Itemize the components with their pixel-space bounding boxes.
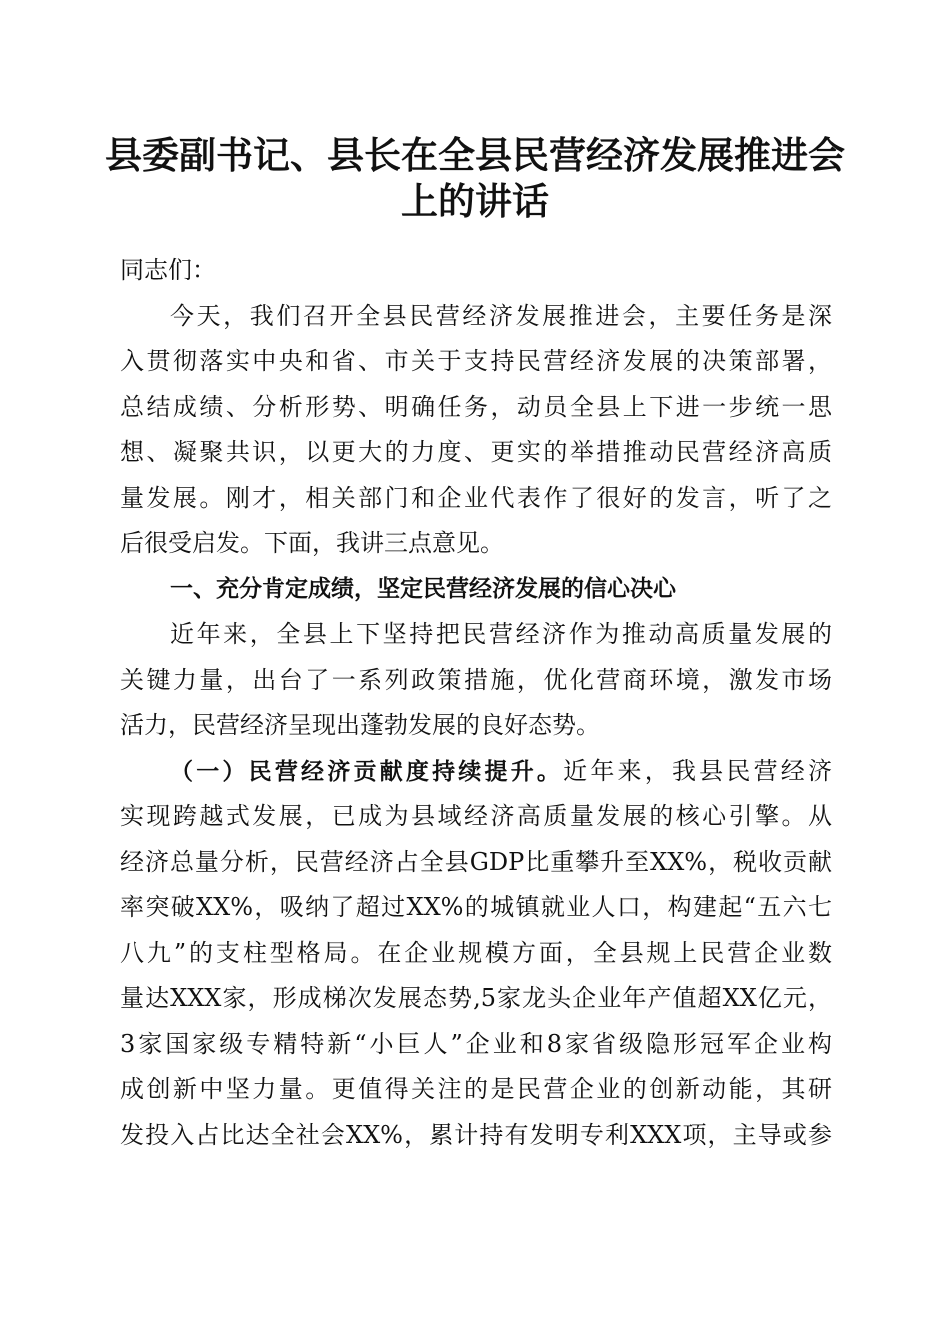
subsection-lead: （一）民营经济贡献度持续提升。 bbox=[170, 758, 564, 785]
paragraph-line: 后很受启发。下面，我讲三点意见。 bbox=[120, 529, 504, 557]
paragraph-line: 活力，民营经济呈现出蓬勃发展的良好态势。 bbox=[120, 711, 600, 739]
title-line: 县委副书记、县长在全县民营经济发展推进会 bbox=[105, 133, 845, 177]
paragraph-line: 实现跨越式发展，已成为县域经济高质量发展的核心引擎。从 bbox=[120, 802, 832, 830]
document-title bbox=[100, 132, 850, 224]
paragraph-line bbox=[120, 749, 832, 795]
title-line: 上的讲话 bbox=[401, 179, 549, 223]
paragraph-section-intro bbox=[120, 612, 832, 749]
paragraph-line: 近年来，全县上下坚持把民营经济作为推动高质量发展的 bbox=[170, 620, 832, 648]
paragraph-line: 经济总量分析，民营经济占全县GDP比重攀升至XX%，税收贡献 bbox=[120, 847, 832, 876]
paragraph-line: 关键力量，出台了一系列政策措施，优化营商环境，激发市场 bbox=[120, 665, 832, 694]
paragraph-line: 八九”的支柱型格局。在企业规模方面，全县规上民营企业数 bbox=[120, 938, 832, 967]
subsection-lead-continuation: 近年来，我县民营经济 bbox=[563, 756, 832, 785]
section-heading bbox=[120, 567, 832, 613]
paragraph-line: 率突破XX%，吸纳了超过XX%的城镇就业人口，构建起“五六七 bbox=[120, 893, 832, 921]
paragraph-line: 今天，我们召开全县民营经济发展推进会，主要任务是深 bbox=[170, 301, 832, 330]
paragraph-line: 量发展。刚才，相关部门和企业代表作了很好的发言，听了之 bbox=[120, 483, 832, 512]
paragraph-line: 总结成绩、分析形势、明确任务，动员全县上下进一步统一思 bbox=[120, 392, 832, 421]
paragraph-line: 3家国家级专精特新“小巨人”企业和8家省级隐形冠军企业构 bbox=[120, 1029, 832, 1058]
salutation-text: 同志们： bbox=[120, 256, 216, 284]
section-heading-text: 一、充分肯定成绩，坚定民营经济发展的信心决心 bbox=[170, 575, 676, 602]
paragraph-subsection-1 bbox=[120, 749, 832, 1159]
paragraph-line: 入贯彻落实中央和省、市关于支持民营经济发展的决策部署， bbox=[120, 347, 832, 375]
document-body bbox=[120, 248, 832, 1158]
paragraph-line: 量达XXX家，形成梯次发展态势,5家龙头企业年产值超XX亿元， bbox=[120, 984, 832, 1012]
salutation bbox=[120, 248, 832, 294]
paragraph-line: 成创新中坚力量。更值得关注的是民营企业的创新动能，其研 bbox=[120, 1075, 832, 1103]
paragraph-intro bbox=[120, 294, 832, 567]
paragraph-line: 发投入占比达全社会XX%，累计持有发明专利XXX项，主导或参 bbox=[120, 1120, 832, 1149]
paragraph-line: 想、凝聚共识，以更大的力度、更实的举措推动民营经济高质 bbox=[120, 438, 832, 466]
